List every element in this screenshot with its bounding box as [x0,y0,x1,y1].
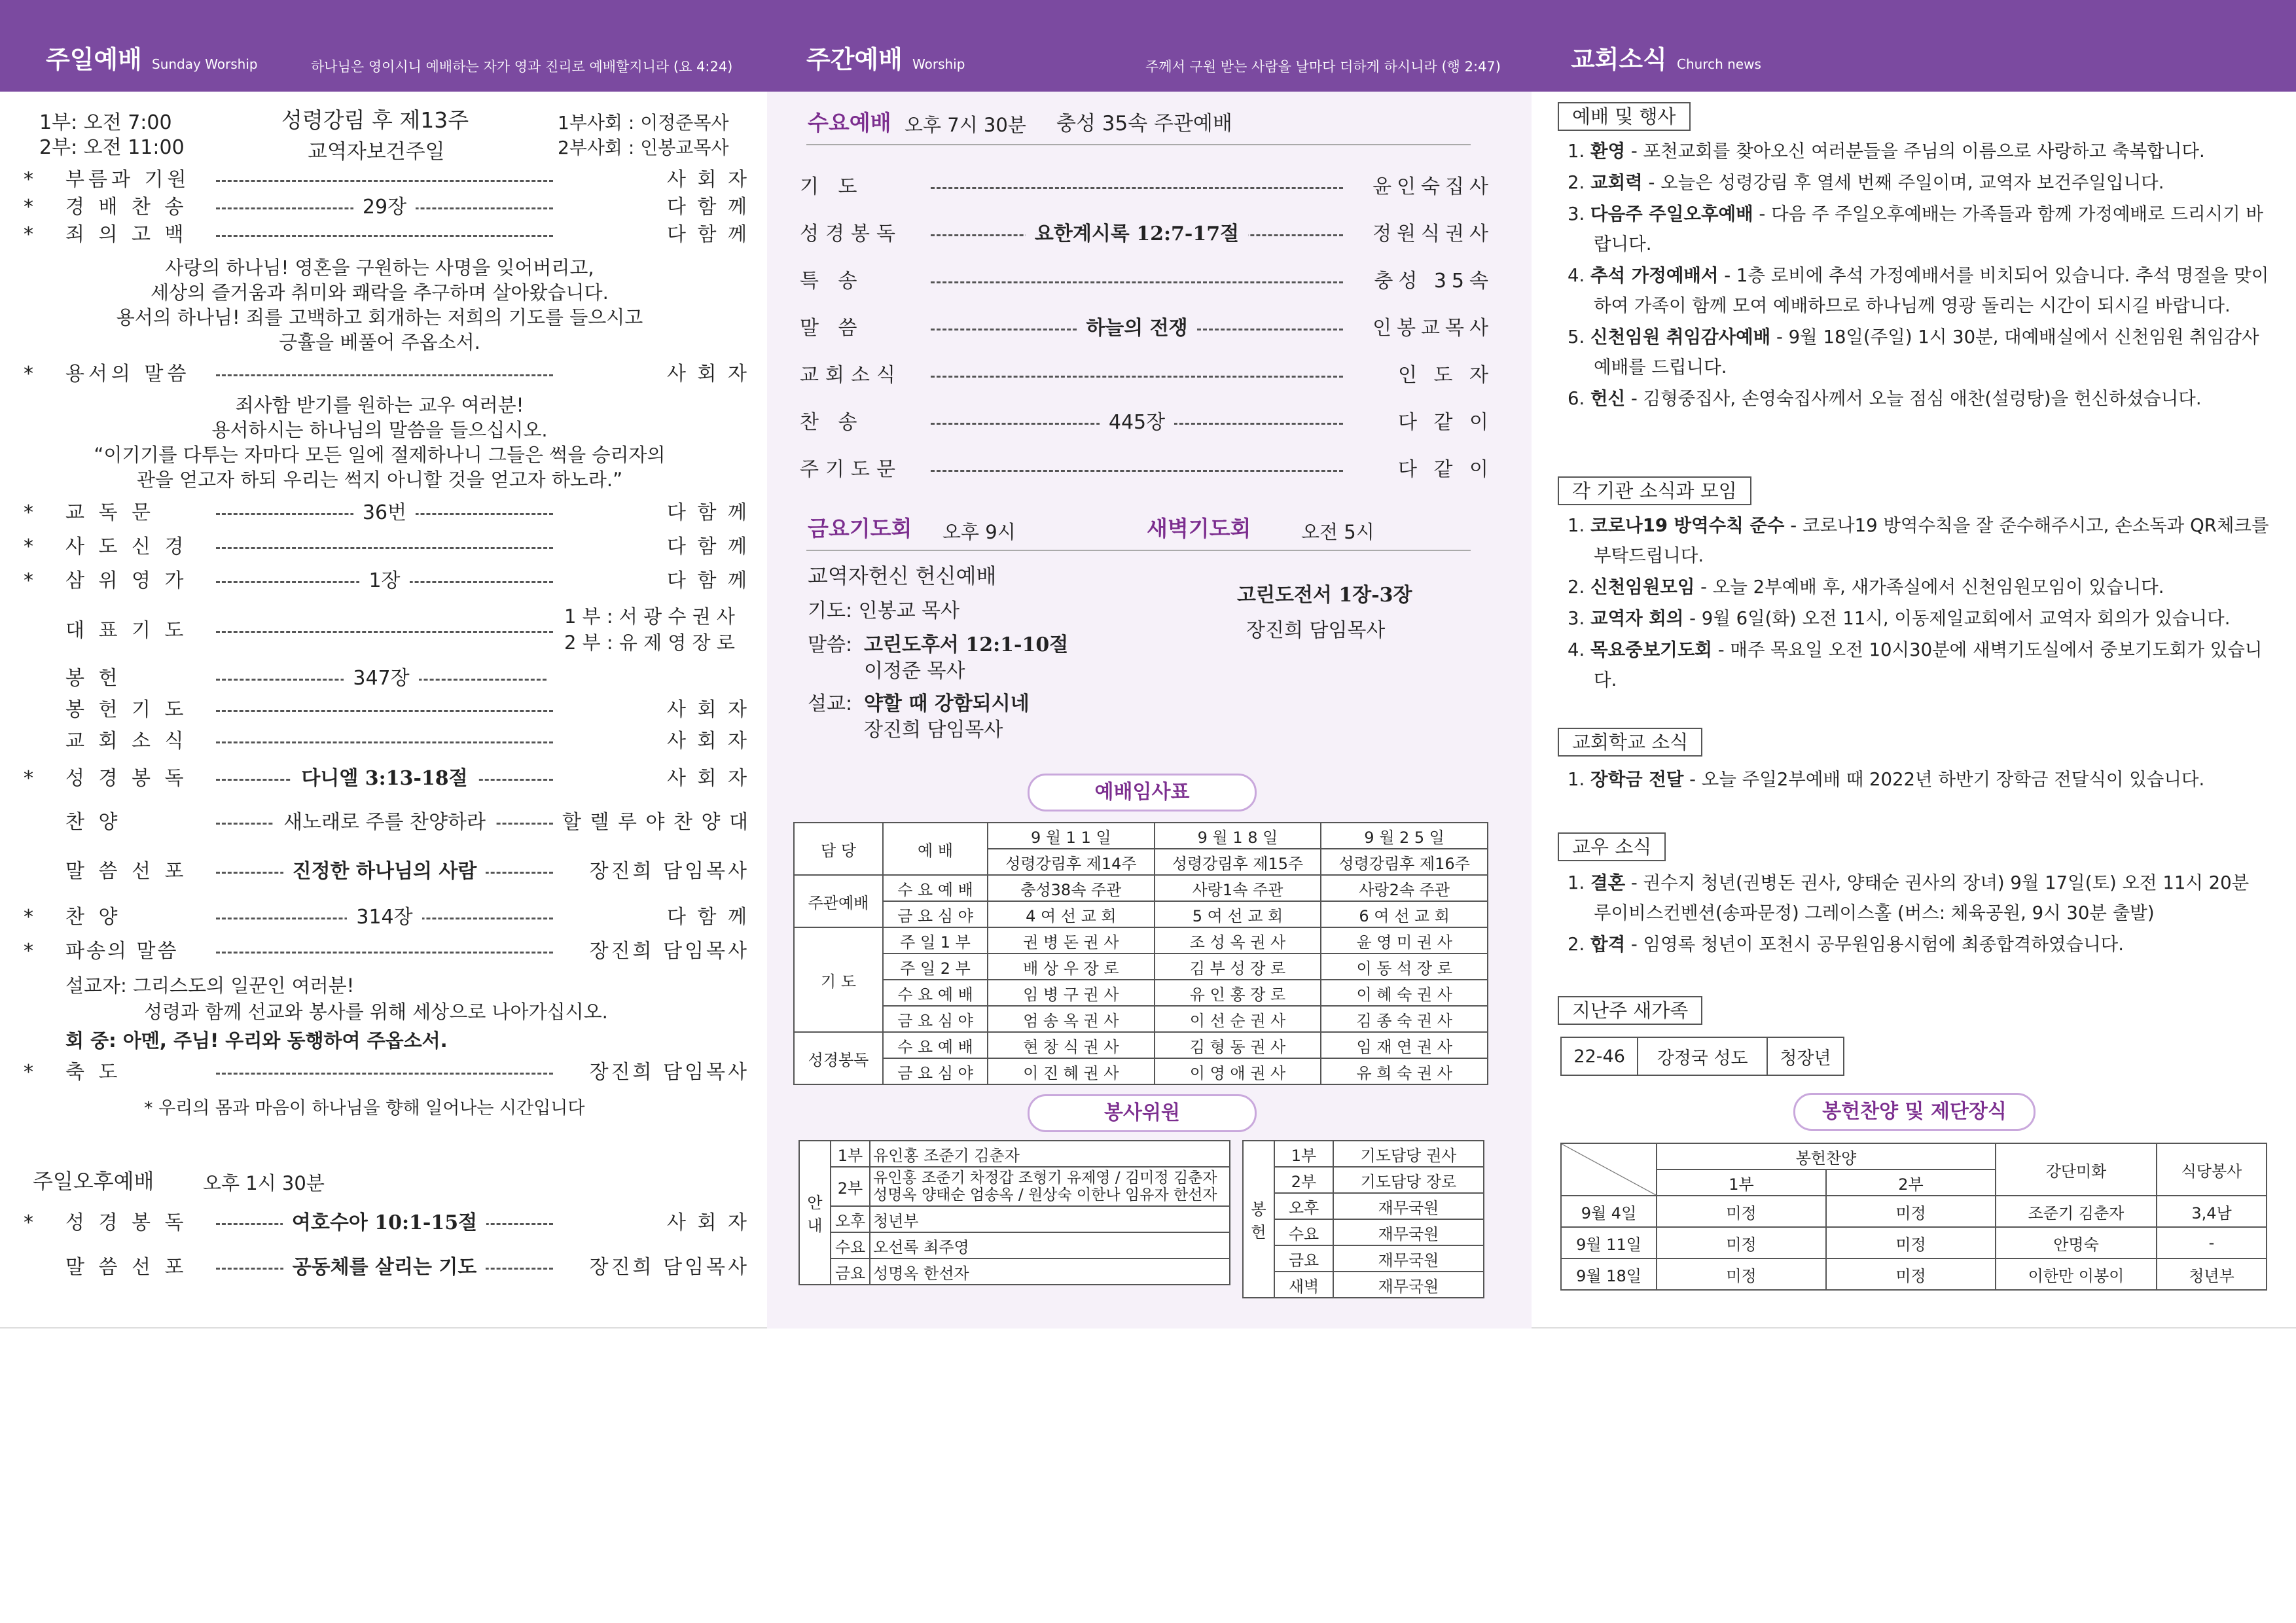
news-header-en: Church news [1677,56,1761,72]
table-cell: 안명숙 [1996,1227,2157,1258]
duty-row [794,875,1488,901]
worship-note: * 우리의 몸과 마음이 하나님을 향해 일어나는 시간입니다 [144,1098,585,1118]
wed-sub: 충성 35속 주관예배 [1056,112,1232,135]
table-cell: 이 혜 숙 권 사 [1321,980,1488,1006]
table-cell: 미정 [1826,1196,1996,1227]
section-school: 교회학교 소식 [1558,728,1702,757]
fri-sermon-who: 장진희 담임목사 [864,719,1003,741]
members-list [1568,868,2271,961]
order-confession: * 죄 의 고 백 다 함 께 [24,223,749,246]
duty-head-date-1: 9 월 1 1 일 [988,823,1155,849]
table-cell: 성명옥 한선자 [870,1258,1230,1285]
table-cell: 2부 [831,1167,870,1206]
wed-hymn: 찬 송 445장 다 같 이 [800,411,1494,434]
wed-divider [806,144,1471,145]
list-item: 1. 코로나19 방역수칙 준수 - 코로나19 방역수칙을 잘 준수해주시고, 손소독과 QR체크를 부탁드립니다. [1568,515,2269,566]
table-cell: 수요 [831,1232,870,1258]
table-cell: 청년부 [2157,1258,2267,1290]
table-cell: 이 진 혜 권 사 [988,1058,1155,1084]
table-row [1561,1196,2267,1227]
table-cell: 김 부 성 장 로 [1155,954,1321,980]
table-cell: 금요 [831,1258,870,1285]
order-choir: 찬 양 새노래로 주를 찬양하라 할 렐 루 야 찬 양 대 [65,811,749,834]
wed-title: 수요예배 [808,110,891,135]
order-offering-prayer: 봉 헌 기 도 사 회 자 [65,698,749,721]
table-cell: 기 도 [794,927,883,1032]
order-pardon: * 용서의 말씀 사 회 자 [24,363,749,385]
table-cell: 오후 [1274,1193,1333,1219]
fri-scripture-label: 말씀: [808,633,853,656]
duty-row [794,954,1488,980]
table-cell: 조준기 김춘자 [1996,1196,2157,1227]
afternoon-time: 오후 1시 30분 [203,1172,325,1194]
dawn-scripture: 고린도전서 1장-3장 [1237,584,1412,607]
list-item: 5. 신천임원 취임감사예배 - 9월 18일(주일) 1시 30분, 대예배실에서 신천임원 취임감사예배를 드립니다. [1568,327,2259,378]
list-item: 3. 교역자 회의 - 9월 6일(화) 오전 11시, 이동제일교회에서 교역자 회의가 있습니다. [1568,608,2231,629]
weekly-header [767,0,1532,92]
table-cell: 이한만 이봉이 [1996,1258,2157,1290]
table-cell: 이 영 애 권 사 [1155,1058,1321,1084]
table-cell: 오후 [831,1206,870,1232]
order-responsive: * 교 독 문 36번 다 함 께 [24,501,749,524]
order-sending: * 파송의 말씀 장진희 담임목사 [24,940,749,963]
table-cell: 금요 [1274,1245,1333,1272]
list-item: 2. 교회력 - 오늘은 성령강림 후 열세 번째 주일이며, 교역자 보건주일입니다. [1568,172,2164,193]
flower-table-title: 봉헌찬양 및 제단장식 [1793,1093,2036,1131]
table-cell: 사랑2속 주관 [1321,875,1488,901]
service-time-1: 1부: 오전 7:00 [39,111,172,134]
sending-1: 설교자: 그리스도의 일꾼인 여러분! [65,974,355,997]
weekly-header-en: Worship [912,56,965,72]
prayer-who-2: 2 부 : 유 제 영 장 로 [564,632,735,654]
fri-service: 교역자헌신 헌신예배 [808,563,997,588]
groups-list [1568,510,2271,696]
table-cell: 9월 18일 [1561,1258,1657,1290]
table-cell: 임 재 연 권 사 [1321,1032,1488,1058]
duty-head-service: 예 배 [883,823,988,875]
table-cell: 조 성 옥 권 사 [1155,927,1321,954]
duty-head-date-2: 9 월 1 8 일 [1155,823,1321,849]
table-cell: 권 병 돈 권 사 [988,927,1155,954]
duty-row [794,1006,1488,1032]
serve-title: 봉사위원 [1028,1094,1257,1132]
offer-group: 봉 헌 [1243,1141,1274,1298]
duty-row [794,1058,1488,1084]
table-cell: 유 인 홍 장 로 [1155,980,1321,1006]
weekly-header-title: 주간예배 [806,45,903,74]
table-cell: 사랑1속 주관 [1155,875,1321,901]
duty-row [794,1032,1488,1058]
section-members: 교우 소식 [1558,832,1666,861]
dawn-title: 새벽기도회 [1147,516,1251,541]
table-cell: 금 요 심 야 [883,1058,988,1084]
table-cell: 윤 영 미 권 사 [1321,927,1488,954]
sunday-header-verse: 하나님은 영이시니 예배하는 자가 영과 진리로 예배할지니라 (요 4:24) [311,59,733,75]
order-sermon: 말 씀 선 포 진정한 하나님의 사람 장진희 담임목사 [65,860,749,883]
sunday-header-title: 주일예배 [46,45,142,74]
list-item: 6. 헌신 - 김형중집사, 손영숙집사께서 오늘 점심 애찬(설렁탕)을 헌신하셨습니다. [1568,388,2202,409]
table-cell: 유인홍 조준기 김춘자 [870,1141,1230,1167]
table-cell: 재무국원 [1333,1193,1484,1219]
list-item: 2. 신천임원모임 - 오늘 2부예배 후, 새가족실에서 신천임원모임이 있습니다. [1568,577,2164,597]
list-item: 4. 목요중보기도회 - 매주 목요일 오전 10시30분에 새벽기도실에서 중보기도회가 있습니다. [1568,639,2263,690]
duty-head-date-3: 9 월 2 5 일 [1321,823,1488,849]
order-news: 교 회 소 식 사 회 자 [65,730,749,753]
table-cell: 9월 11일 [1561,1227,1657,1258]
afternoon-sermon: 말 씀 선 포 공동체를 살리는 기도 장진희 담임목사 [65,1256,749,1279]
wed-sermon: 말 씀 하늘의 전쟁 인봉교목사 [800,317,1494,340]
table-cell: 유인홍 조준기 차정갑 조형기 유제영 / 김미정 김춘자 성명옥 양태순 엄송옥 / 원상숙 이한나 임유자 한선자 [870,1167,1230,1206]
duty-row [794,901,1488,927]
order-offering: 봉 헌 347장 [20,664,749,693]
table-cell: 기도담당 권사 [1333,1141,1484,1167]
flower-head-altar: 강단미화 [1996,1143,2157,1196]
wed-news: 교회소식 인 도 자 [800,364,1494,387]
table-cell: 임 병 구 권 사 [988,980,1155,1006]
table-cell: - [2157,1227,2267,1258]
school-list [1568,764,2271,796]
table-cell: 1부 [1274,1141,1333,1167]
table-cell: 5 여 선 교 회 [1155,901,1321,927]
table-cell: 주 일 2 부 [883,954,988,980]
table-cell: 주 일 1 부 [883,927,988,954]
weekly-header-verse: 주께서 구원 받는 사람을 날마다 더하게 하시니라 (행 2:47) [1145,59,1501,75]
table-cell: 기도담당 장로 [1333,1167,1484,1193]
sunday-header [0,0,767,92]
duty-head-role: 담 당 [794,823,883,875]
fri-sermon: 약할 때 강함되시네 [864,692,1030,715]
table-cell: 주관예배 [794,875,883,927]
news-header-title: 교회소식 [1571,45,1667,74]
table-cell: 새벽 [1274,1272,1333,1298]
table-cell: 미정 [1826,1227,1996,1258]
afternoon-title: 주일오후예배 [33,1169,154,1194]
sunday-subtitle: 교역자보건주일 [308,140,445,164]
wed-scripture: 성경봉독 요한계시록 12:7-17절 정원식권사 [800,223,1494,245]
sunday-header-en: Sunday Worship [152,56,258,72]
table-cell: 1부 [831,1141,870,1167]
dawn-who: 장진희 담임목사 [1246,619,1386,642]
table-row [1561,1227,2267,1258]
table-cell: 금 요 심 야 [883,1006,988,1032]
table-cell: 오선록 최주영 [870,1232,1230,1258]
table-cell: 22-46 [1561,1037,1638,1075]
section-events: 예배 및 행사 [1558,102,1691,131]
order-benediction: * 축 도 장진희 담임목사 [24,1061,749,1084]
wed-lords-prayer: 주기도문 다 같 이 [800,458,1494,481]
order-scripture: * 성 경 봉 독 다니엘 3:13-18절 사 회 자 [24,767,749,790]
list-item: 1. 환영 - 포천교회를 찾아오신 여러분들을 주님의 이름으로 사랑하고 축복합니다. [1568,141,2205,162]
sunday-title: 성령강림 후 제13주 [281,107,469,133]
flower-head-1: 1부 [1657,1169,1826,1196]
prayer-who-1: 1 부 : 서 광 수 권 사 [564,605,735,628]
table-row [1561,1258,2267,1290]
section-new-family: 지난주 새가족 [1558,996,1702,1025]
table-cell: 현 창 식 권 사 [988,1032,1155,1058]
table-cell: 김 형 동 권 사 [1155,1032,1321,1058]
table-cell: 청년부 [870,1206,1230,1232]
service-time-2: 2부: 오전 11:00 [39,136,185,159]
table-cell: 성경봉독 [794,1032,883,1084]
flower-table [1560,1143,2267,1291]
duty-title: 예배임사표 [1028,774,1257,812]
fri-divider [806,550,1471,551]
fri-time: 오후 9시 [942,521,1016,543]
table-cell: 수요 [1274,1219,1333,1245]
order-creed: * 사 도 신 경 다 함 께 [24,535,749,558]
order-prayer: 대 표 기 도 [20,616,749,645]
guide-table [798,1140,1230,1285]
order-call: * 부름과 기원 사 회 자 [24,168,749,191]
fri-prayer: 기도: 인봉교 목사 [808,599,960,622]
order-trinity: * 삼 위 영 가 1장 다 함 께 [24,569,749,592]
duty-sub-1: 성령강림후 제14주 [988,849,1155,875]
list-item: 4. 추석 가정예배서 - 1층 로비에 추석 가정예배서를 비치되어 있습니다. 추석 명절을 맞이하여 가족이 함께 모여 예배하므로 하나님께 영광 돌리는 시간이 되시길 바랍니다. [1568,265,2269,316]
table-cell: 4 여 선 교 회 [988,901,1155,927]
fri-title: 금요기도회 [808,516,912,541]
pardon-text: 죄사함 받기를 원하는 교우 여러분! 용서하시는 하나님의 말씀을 들으십시오. “이기기를 다투는 자마다 모든 일에 절제하나니 그들은 썩을 승리자의 관을 얻고자 하되 우리는 썩지 아니할 것을 얻고자 하노라.” [94,394,666,491]
flower-table-corner [1561,1143,1657,1196]
table-cell: 강정국 성도 [1638,1037,1767,1075]
duty-row [794,980,1488,1006]
sending-3: 회 중: 아멘, 주님! 우리와 동행하여 주옵소서. [65,1029,448,1052]
table-cell: 청장년 [1767,1037,1844,1075]
table-cell: 김 종 숙 권 사 [1321,1006,1488,1032]
wed-prayer: 기 도 윤인숙집사 [800,175,1494,198]
fri-scripture-who: 이정준 목사 [864,660,965,683]
wed-special: 특 송 충성 35속 [800,270,1494,293]
flower-head-kitchen: 식당봉사 [2157,1143,2267,1196]
table-cell: 수 요 예 배 [883,980,988,1006]
sunday-worship-panel [0,0,767,1329]
fri-scripture: 고린도후서 12:1-10절 [864,633,1069,656]
table-cell: 6 여 선 교 회 [1321,901,1488,927]
flower-head-praise: 봉헌찬양 [1657,1143,1996,1169]
order-hymn: * 경 배 찬 송 29장 다 함 께 [24,196,749,219]
table-cell: 재무국원 [1333,1272,1484,1298]
table-cell: 미정 [1657,1227,1826,1258]
table-cell: 수 요 예 배 [883,1032,988,1058]
section-groups: 각 기관 소식과 모임 [1558,476,1751,505]
guide-group: 안 내 [799,1141,831,1285]
table-cell: 9월 4일 [1561,1196,1657,1227]
table-cell: 3,4남 [2157,1196,2267,1227]
duty-row [794,927,1488,954]
wed-time: 오후 7시 30분 [905,114,1026,136]
table-cell: 미정 [1657,1258,1826,1290]
offer-table [1242,1140,1484,1298]
weekly-worship-panel [767,0,1532,1329]
confession-text: 사랑의 하나님! 영혼을 구원하는 사명을 잊어버리고, 세상의 즐거움과 취미와 쾌락을 추구하며 살아왔습니다. 용서의 하나님! 죄를 고백하고 회개하는 저희의 기도를 들으시고 긍휼을 베풀어 주옵소서. [116,257,643,353]
dawn-time: 오전 5시 [1301,521,1374,543]
duty-table [793,822,1488,1085]
fri-sermon-label: 설교: [808,692,853,715]
new-family-table [1560,1037,1844,1076]
list-item: 2. 합격 - 임영록 청년이 포천시 공무원임용시험에 최종합격하였습니다. [1568,934,2124,955]
table-cell: 이 선 순 권 사 [1155,1006,1321,1032]
table-cell: 재무국원 [1333,1245,1484,1272]
afternoon-scripture: * 성 경 봉 독 여호수아 10:1-15절 사 회 자 [24,1211,749,1234]
flower-head-2: 2부 [1826,1169,1996,1196]
table-cell: 미정 [1657,1196,1826,1227]
table-cell: 충성38속 주관 [988,875,1155,901]
table-cell: 배 상 우 장 로 [988,954,1155,980]
table-cell: 유 희 숙 권 사 [1321,1058,1488,1084]
duty-sub-3: 성령강림후 제16주 [1321,849,1488,875]
list-item: 1. 결혼 - 권수지 청년(권병돈 권사, 양태순 권사의 장녀) 9월 17일(토) 오전 11시 20분 루이비스컨벤션(송파문정) 그레이스홀 (버스: 체육공원, 9시 30분 출발) [1568,872,2250,923]
news-header [1532,0,2296,92]
table-cell: 금 요 심 야 [883,901,988,927]
table-cell: 수 요 예 배 [883,875,988,901]
presider-1: 1부사회 : 이정준목사 [558,112,729,134]
sending-2: 성령과 함께 선교와 봉사를 위해 세상으로 나아가십시오. [144,1001,608,1023]
events-list [1568,136,2271,415]
duty-sub-2: 성령강림후 제15주 [1155,849,1321,875]
list-item: 3. 다음주 주일오후예배 - 다음 주 주일오후예배는 가족들과 함께 가정예배로 드리시기 바랍니다. [1568,204,2263,255]
presider-2: 2부사회 : 인봉교목사 [558,137,729,158]
table-cell: 이 동 석 장 로 [1321,954,1488,980]
table-cell: 미정 [1826,1258,1996,1290]
list-item: 1. 장학금 전달 - 오늘 주일2부예배 때 2022년 하반기 장학금 전달식이 있습니다. [1568,769,2205,790]
table-cell: 엄 송 옥 권 사 [988,1006,1155,1032]
table-cell: 2부 [1274,1167,1333,1193]
order-hymn-2: * 찬 양 314장 다 함 께 [24,906,749,929]
table-cell: 재무국원 [1333,1219,1484,1245]
church-news-panel [1532,0,2296,1329]
